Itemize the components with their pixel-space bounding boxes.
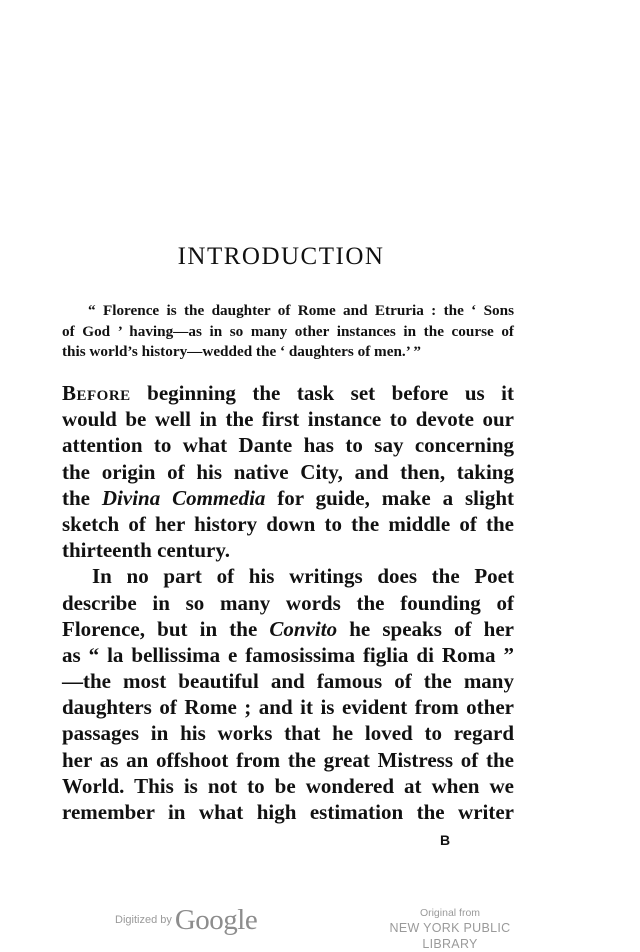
body-line: [62, 485, 514, 511]
digitized-by-watermark: [115, 904, 257, 937]
body-line: In no part of his writings does the Poet: [92, 564, 514, 589]
body-line: the origin of his native City, and then, taking: [62, 459, 514, 484]
body-line-text: Florence, but in the: [62, 616, 270, 641]
body-line-text: the: [62, 485, 102, 510]
body-line: daughters of Rome ; and it is evident from other: [62, 695, 514, 720]
epigraph-line: “ Florence is the daughter of Rome and Etruria : the ‘ Sons: [88, 302, 514, 319]
body-line: sketch of her history down to the middle of the: [62, 511, 514, 536]
body-line: as “ la bellissima e famosissima figlia di Roma ”: [62, 642, 514, 667]
google-logo: Google: [174, 904, 258, 936]
body-line: attention to what Dante has to say concerning: [62, 433, 514, 458]
body-line: describe in so many words the founding of: [62, 590, 514, 615]
body-line: would be well in the first instance to devote our: [62, 407, 514, 432]
library-name: NEW YORK PUBLIC LIBRARY: [389, 921, 511, 951]
drop-word: Before: [62, 381, 131, 405]
body-text: [62, 380, 514, 825]
body-line-text: beginning the task set before us it: [130, 381, 514, 405]
page-title: INTRODUCTION: [177, 243, 385, 270]
original-from-label: Original from: [419, 907, 481, 919]
body-line: [62, 380, 514, 406]
epigraph: [62, 301, 514, 363]
signature-mark: B: [440, 832, 451, 848]
italic-title: Convito: [269, 616, 338, 641]
original-from-watermark: [368, 907, 532, 952]
body-line: World. This is not to be wondered at when we: [62, 773, 514, 798]
body-line-text: for guide, make a slight: [265, 485, 514, 510]
italic-title: Divina Commedia: [101, 485, 266, 510]
body-line: —the most beautiful and famous of the many: [62, 669, 514, 694]
epigraph-line: this world’s history—wedded the ‘ daughters of men.’ ”: [62, 343, 422, 360]
body-line-text: he speaks of her: [337, 616, 515, 641]
epigraph-line: of God ’ having—as in so many other instances in the course of: [62, 322, 514, 340]
body-line: [62, 616, 514, 642]
body-line: her as an offshoot from the great Mistress of the: [62, 747, 514, 772]
body-line: thirteenth century.: [62, 538, 230, 563]
body-line: passages in his works that he loved to regard: [62, 721, 514, 746]
body-line: remember in what high estimation the writer: [62, 800, 514, 824]
digitized-by-label: Digitized by: [115, 914, 172, 926]
